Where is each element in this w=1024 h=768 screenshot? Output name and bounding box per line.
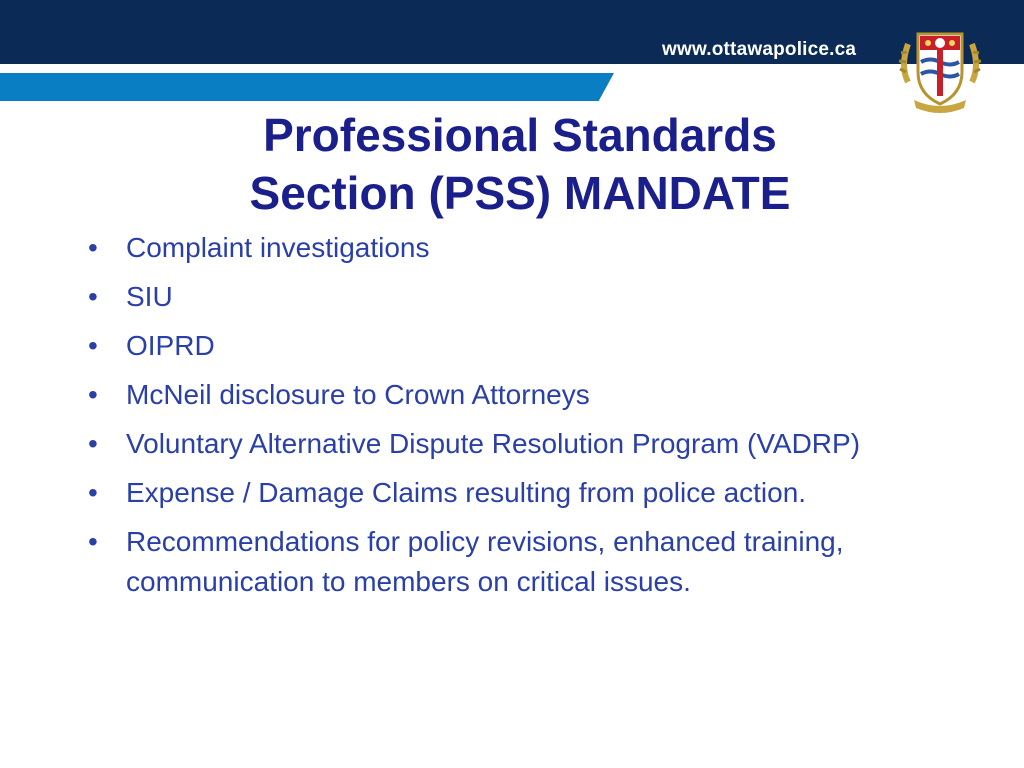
bullet-item <box>82 326 882 366</box>
bullet-icon: • <box>88 526 98 557</box>
bullet-item <box>82 424 882 464</box>
accent-stripe <box>0 73 614 101</box>
bullet-text: SIU <box>126 281 173 312</box>
bullet-icon: • <box>88 428 98 459</box>
header-bar <box>0 0 1024 64</box>
bullet-icon: • <box>88 281 98 312</box>
bullet-text: Complaint investigations <box>126 232 430 263</box>
mandate-bullet-list <box>82 228 882 611</box>
ottawa-police-crest-icon <box>894 22 986 114</box>
bullet-icon: • <box>88 477 98 508</box>
bullet-text: OIPRD <box>126 330 215 361</box>
bullet-text: Expense / Damage Claims resulting from police action. <box>126 477 807 508</box>
bullet-icon: • <box>88 330 98 361</box>
bullet-item <box>82 277 882 317</box>
bullet-text: Voluntary Alternative Dispute Resolution Program (VADRP) <box>126 428 861 459</box>
bullet-text: McNeil disclosure to Crown Attorneys <box>126 379 590 410</box>
title-line-1: Professional Standards <box>263 109 777 161</box>
website-url: www.ottawapolice.ca <box>662 39 857 60</box>
bullet-icon: • <box>88 379 98 410</box>
bullet-text: Recommendations for policy revisions, enhanced training, communication to members on critical issues. <box>126 526 844 597</box>
bullet-item <box>82 228 882 268</box>
bullet-icon: • <box>88 232 98 263</box>
bullet-item <box>82 522 882 602</box>
bullet-item <box>82 473 882 513</box>
bullet-item <box>82 375 882 415</box>
title-line-2: Section (PSS) MANDATE <box>249 167 791 219</box>
slide-title <box>120 106 920 222</box>
